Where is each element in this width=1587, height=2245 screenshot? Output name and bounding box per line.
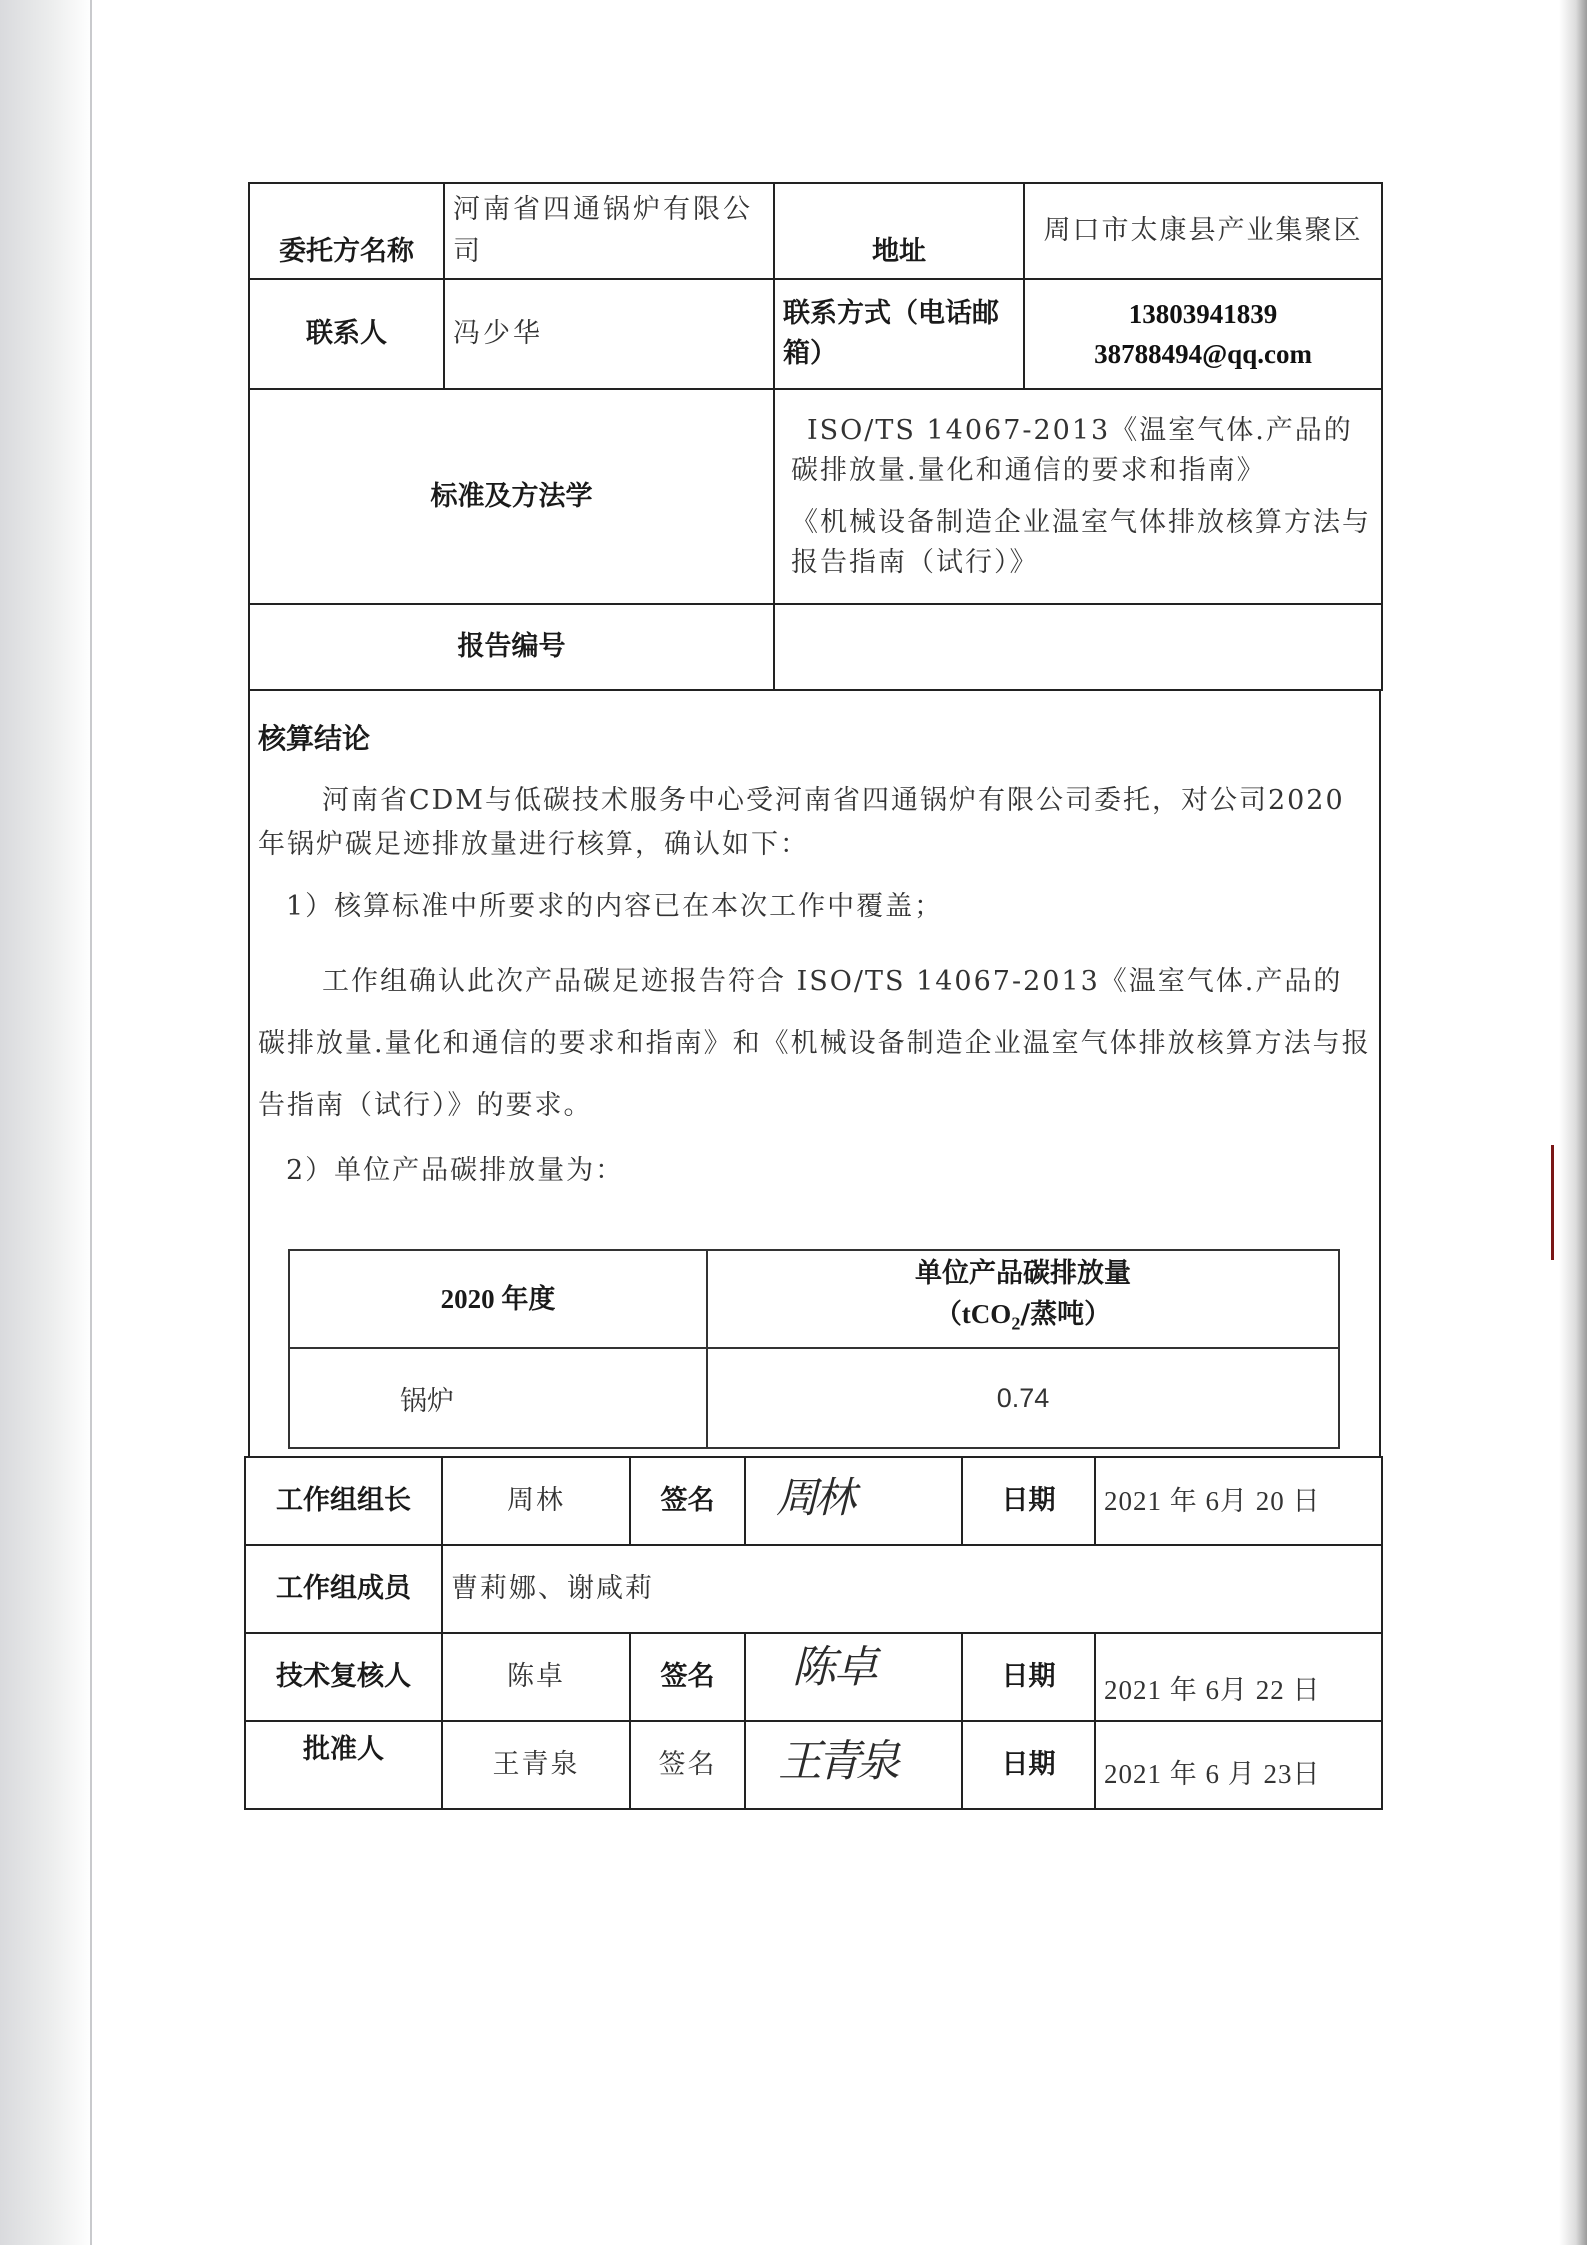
scan-binding-shadow xyxy=(0,0,92,2245)
phone-number: 13803941839 xyxy=(1128,299,1278,329)
reviewer-sign-label: 签名 xyxy=(630,1633,745,1721)
members-label: 工作组成员 xyxy=(245,1545,442,1633)
table-row xyxy=(289,1348,1339,1448)
standards-list xyxy=(774,389,1382,604)
header-year xyxy=(289,1250,707,1348)
reviewer-row xyxy=(245,1633,1382,1721)
verification-form xyxy=(248,182,1381,1810)
emission-value-cell: 0.74 xyxy=(707,1348,1339,1448)
client-info-table xyxy=(248,182,1383,691)
header-unit-line-1: 单位产品碳排放量 xyxy=(915,1258,1131,1290)
reviewer-label: 技术复核人 xyxy=(245,1633,442,1721)
standards-label: 标准及方法学 xyxy=(249,389,774,604)
approver-sign-label: 签名 xyxy=(630,1721,745,1809)
leader-row xyxy=(245,1457,1382,1545)
reviewer-signature xyxy=(745,1633,962,1721)
conclusion-paragraph-2: 工作组确认此次产品碳足迹报告符合 ISO/TS 14067-2013《温室气体.产品的碳排放量.量化和通信的要求和指南》和《机械设备制造企业温室气体排放核算方法与报告指南（试行）》的要求。 xyxy=(258,966,1371,1121)
conclusion-section xyxy=(248,691,1381,1456)
leader-signature xyxy=(745,1457,962,1545)
leader-signature-text: 周林 xyxy=(776,1473,853,1522)
emission-table xyxy=(288,1249,1340,1449)
address-label: 地址 xyxy=(774,183,1024,279)
conclusion-point-2: 2）单位产品碳排放量为： xyxy=(286,1155,625,1186)
approver-row xyxy=(245,1721,1382,1809)
email-address: 38788494@qq.com xyxy=(1094,339,1312,369)
client-name-label: 委托方名称 xyxy=(249,183,444,279)
members-row xyxy=(245,1545,1382,1633)
conclusion-intro: 河南省CDM与低碳技术服务中心受河南省四通锅炉有限公司委托，对公司2020 年锅炉碳足迹排放量进行核算，确认如下： xyxy=(258,785,1345,860)
scan-binding-line xyxy=(90,0,92,2245)
approver-signature-text: 王青泉 xyxy=(778,1736,895,1787)
report-number-label: 报告编号 xyxy=(249,604,774,690)
unit-suffix: /蒸吨） xyxy=(1020,1299,1112,1331)
standard-item: 《机械设备制造企业温室气体排放核算方法与报告指南（试行）》 xyxy=(791,506,1371,578)
report-number-row xyxy=(249,604,1382,690)
reviewer-date-label: 日期 xyxy=(962,1633,1095,1721)
approver-name: 王青泉 xyxy=(442,1721,630,1809)
leader-sign-label: 签名 xyxy=(630,1457,745,1545)
client-name-value: 河南省四通锅炉有限公司 xyxy=(444,183,774,279)
approver-signature xyxy=(745,1721,962,1809)
report-number-value xyxy=(774,604,1382,690)
contact-method-value xyxy=(1024,279,1382,389)
client-name-row xyxy=(249,183,1382,279)
contact-label: 联系人 xyxy=(249,279,444,389)
contact-row xyxy=(249,279,1382,389)
standard-item: ISO/TS 14067-2013《温室气体.产品的碳排放量.量化和通信的要求和指南》 xyxy=(791,414,1353,486)
address-value: 周口市太康县产业集聚区 xyxy=(1024,183,1382,279)
header-year-text: 2020 年度 xyxy=(440,1284,556,1314)
leader-name: 周林 xyxy=(442,1457,630,1545)
scan-right-edge xyxy=(1559,0,1587,2245)
contact-method-label: 联系方式（电话邮箱） xyxy=(774,279,1024,389)
header-unit-line-2 xyxy=(709,1294,1337,1343)
product-cell: 锅炉 xyxy=(289,1348,707,1448)
members-value: 曹莉娜、谢咸莉 xyxy=(442,1545,1382,1633)
emission-table-header xyxy=(289,1250,1339,1348)
leader-label: 工作组组长 xyxy=(245,1457,442,1545)
conclusion-point-1: 1）核算标准中所要求的内容已在本次工作中覆盖； xyxy=(286,891,944,922)
scan-edge-mark xyxy=(1551,1145,1554,1260)
reviewer-name: 陈卓 xyxy=(442,1633,630,1721)
emission-table-wrapper xyxy=(258,1193,1371,1459)
standards-row xyxy=(249,389,1382,604)
reviewer-date: 2021 年 6月 22 日 xyxy=(1095,1633,1382,1721)
unit-prefix: （tCO xyxy=(934,1299,1012,1330)
contact-value: 冯少华 xyxy=(444,279,774,389)
unit-subscript: 2 xyxy=(1011,1313,1021,1334)
approver-label: 批准人 xyxy=(245,1721,442,1809)
conclusion-title: 核算结论 xyxy=(258,722,371,755)
header-unit-emission xyxy=(707,1250,1339,1348)
reviewer-signature-text: 陈卓 xyxy=(792,1642,876,1693)
leader-date-label: 日期 xyxy=(962,1457,1095,1545)
signature-table xyxy=(244,1456,1383,1810)
approver-date-label: 日期 xyxy=(962,1721,1095,1809)
approver-date: 2021 年 6 月 23日 xyxy=(1095,1721,1382,1809)
leader-date: 2021 年 6月 20 日 xyxy=(1095,1457,1382,1545)
